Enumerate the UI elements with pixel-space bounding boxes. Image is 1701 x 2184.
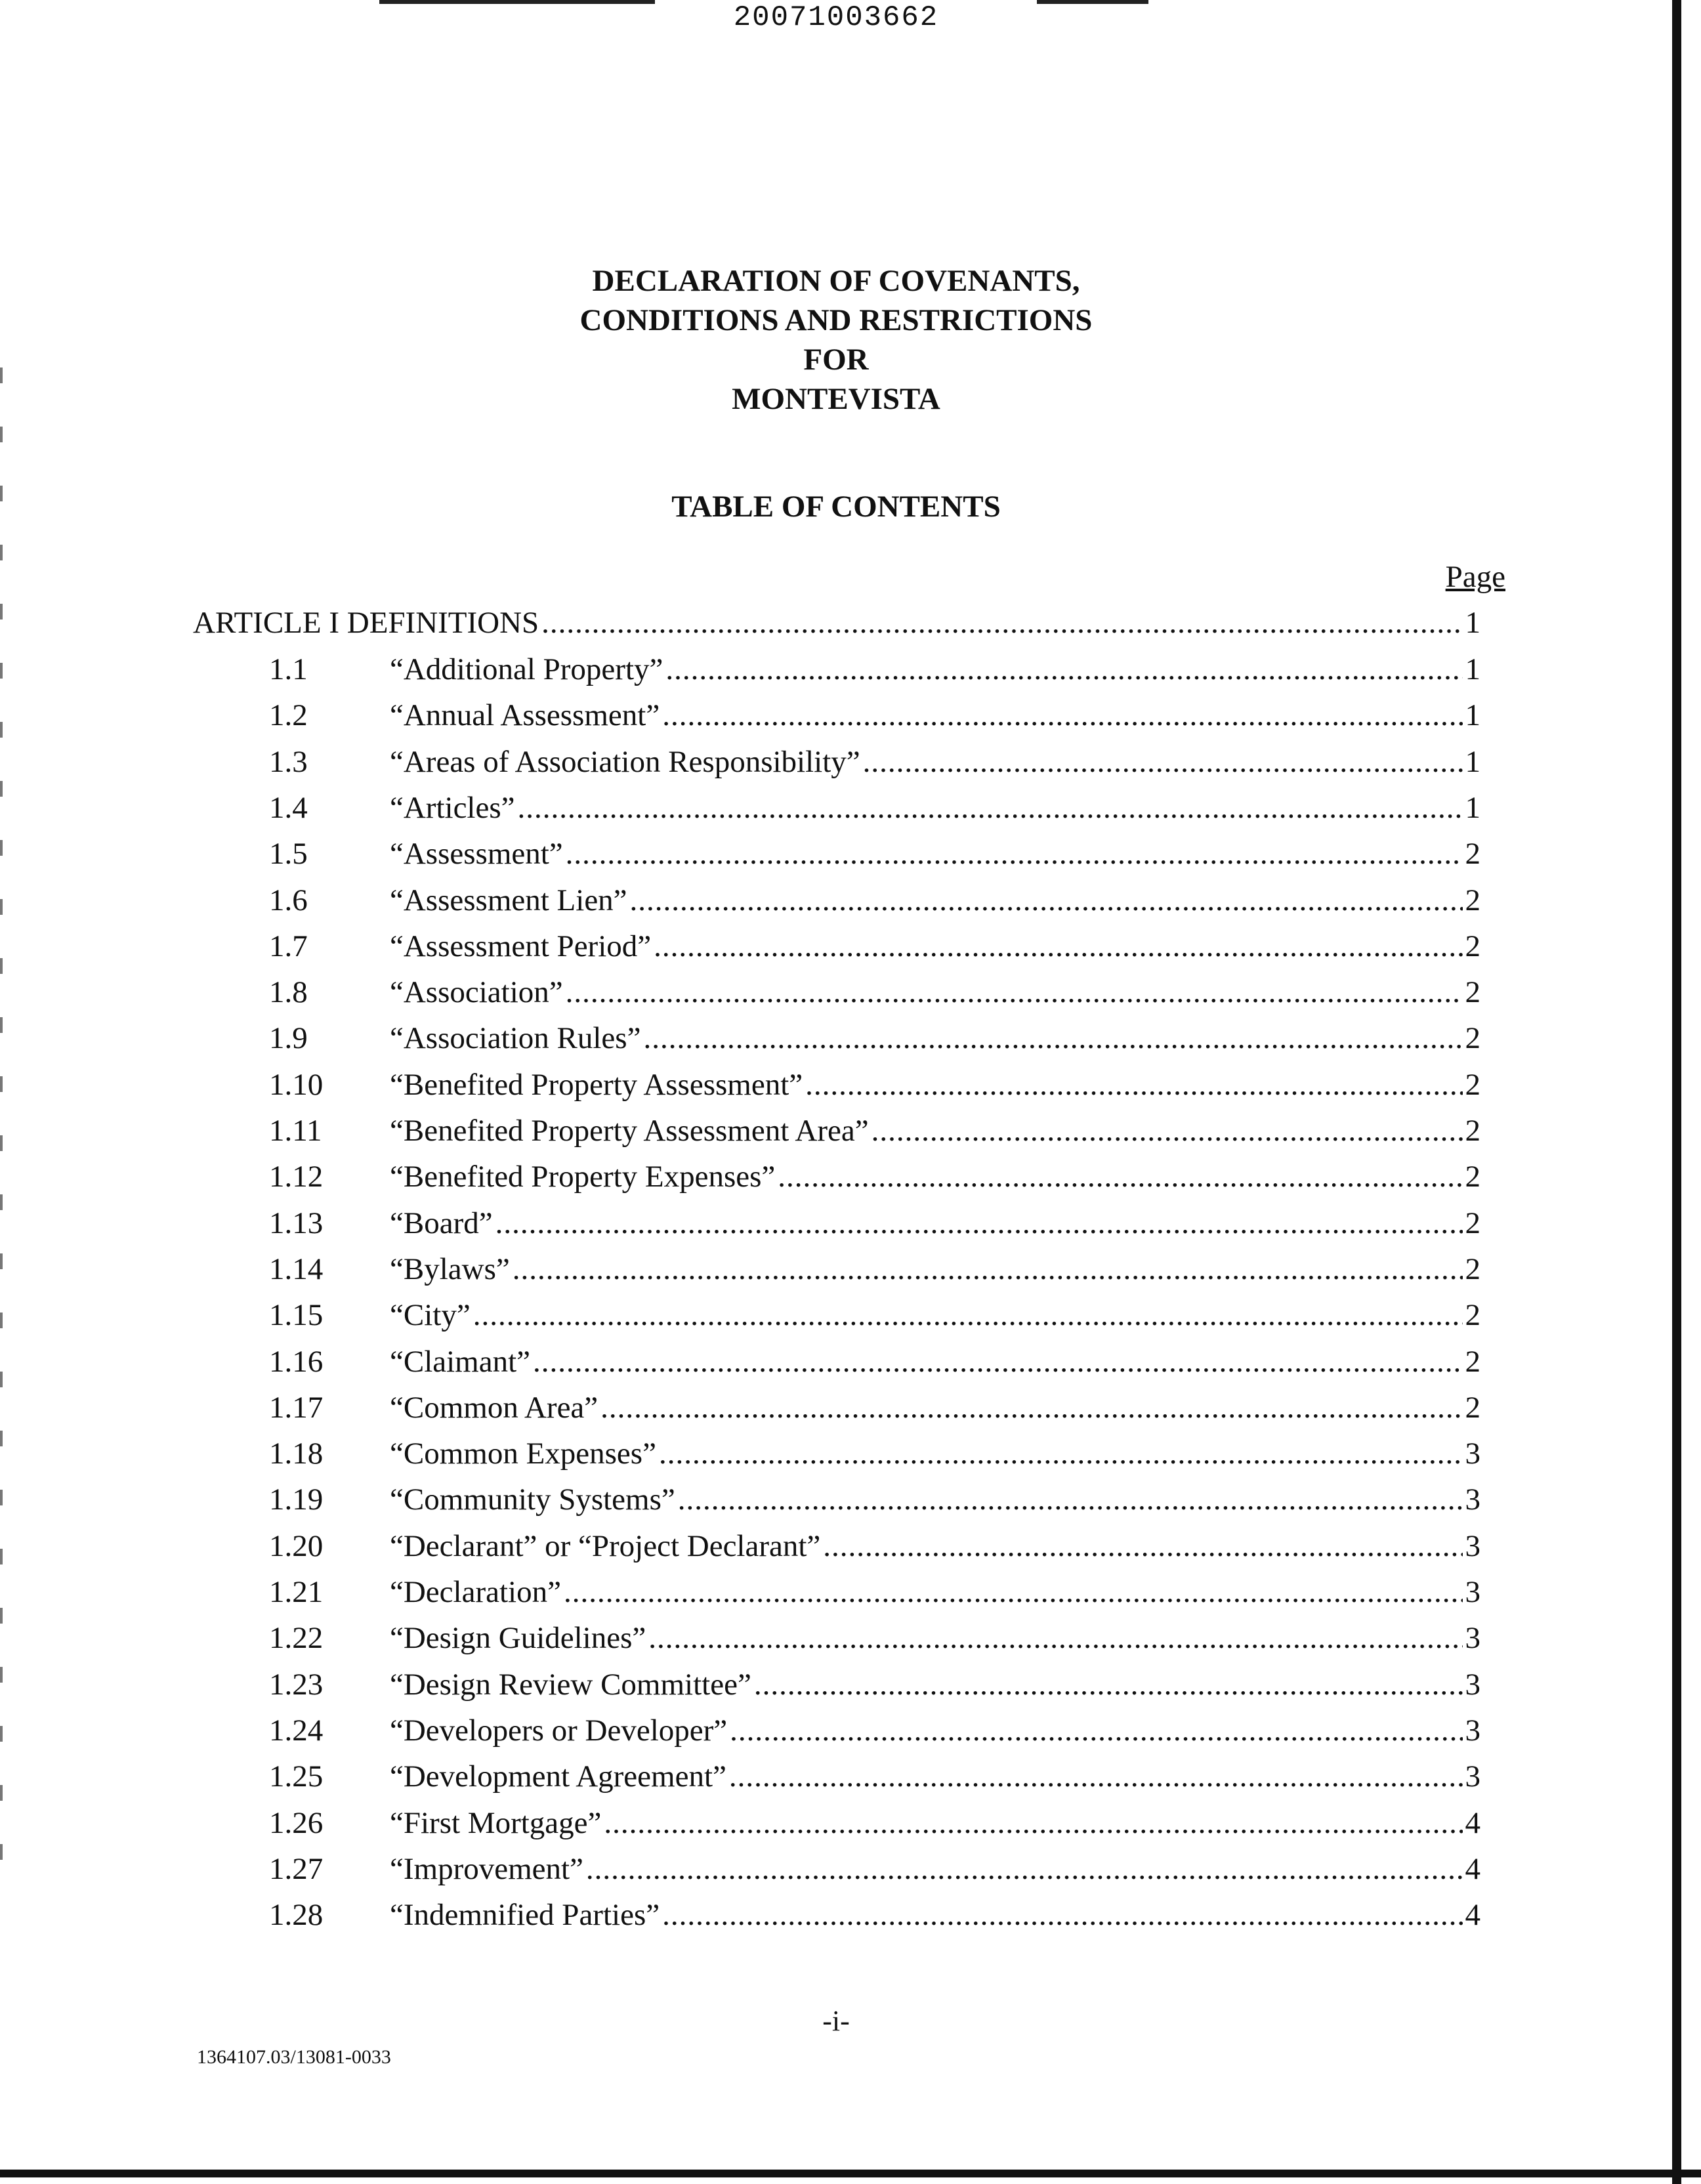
toc-section-number: 1.20 <box>269 1529 324 1563</box>
toc-article-entry <box>193 605 1480 643</box>
toc-entry-label: “Design Review Committee” <box>390 1668 751 1702</box>
toc-entry-label: “Developers or Developer” <box>390 1713 728 1748</box>
toc-entry-label: “Benefited Property Assessment” <box>390 1068 803 1102</box>
scan-right-border <box>1672 0 1681 2184</box>
toc-section-entry <box>269 652 1480 690</box>
toc-entry-label: “Association Rules” <box>390 1021 641 1055</box>
toc-section-entry <box>269 1344 1480 1382</box>
dot-leader <box>863 744 1463 780</box>
toc-entry-page: 1 <box>1465 791 1480 825</box>
toc-entry-label: “City” <box>390 1298 471 1332</box>
dot-leader <box>778 1159 1462 1194</box>
toc-entry-page: 2 <box>1465 1114 1480 1148</box>
toc-entry-label: “Community Systems” <box>390 1482 675 1517</box>
toc-entry-label: “Design Guidelines” <box>390 1621 646 1655</box>
toc-entry-page: 3 <box>1465 1759 1480 1794</box>
toc-section-entry <box>269 744 1480 782</box>
title-line: DECLARATION OF COVENANTS, <box>592 264 1080 298</box>
dot-leader <box>754 1667 1463 1702</box>
dot-leader <box>665 652 1462 687</box>
toc-section-entry <box>269 1805 1480 1843</box>
page-number: -i- <box>822 2005 850 2037</box>
dot-leader <box>600 1390 1462 1425</box>
toc-entry-page: 2 <box>1465 837 1480 871</box>
toc-entry-page: 3 <box>1465 1713 1480 1748</box>
document-id: 1364107.03/13081-0033 <box>197 2046 391 2068</box>
toc-entry-label: “Common Expenses” <box>390 1437 656 1471</box>
dot-leader <box>678 1482 1463 1517</box>
toc-entry-page: 2 <box>1465 1206 1480 1240</box>
toc-section-entry <box>269 1206 1480 1244</box>
toc-section-number: 1.17 <box>269 1391 324 1425</box>
document-title <box>0 261 1672 419</box>
toc-entry-label: “Improvement” <box>390 1852 583 1886</box>
dot-leader <box>604 1805 1462 1841</box>
dot-leader <box>533 1344 1462 1379</box>
toc-section-number: 1.11 <box>269 1114 322 1148</box>
toc-section-entry <box>269 1620 1480 1658</box>
toc-entry-page: 2 <box>1465 1021 1480 1055</box>
toc-section-entry <box>269 836 1480 874</box>
toc-entry-page: 3 <box>1465 1437 1480 1471</box>
toc-entry-page: 2 <box>1465 1252 1480 1286</box>
toc-section-number: 1.13 <box>269 1206 324 1240</box>
toc-heading: TABLE OF CONTENTS <box>671 490 1001 524</box>
toc-entry-page: 3 <box>1465 1529 1480 1563</box>
toc-section-number: 1.19 <box>269 1482 324 1517</box>
toc-section-number: 1.5 <box>269 837 308 871</box>
toc-section-entry <box>269 1159 1480 1197</box>
toc-section-entry <box>269 1020 1480 1059</box>
toc-entry-page: 2 <box>1465 929 1480 963</box>
dot-leader <box>473 1297 1463 1333</box>
toc-entry-label: “Bylaws” <box>390 1252 510 1286</box>
dot-leader <box>566 836 1463 872</box>
toc-section-number: 1.15 <box>269 1298 324 1332</box>
toc-entry-page: 2 <box>1465 1298 1480 1332</box>
toc-entry-page: 2 <box>1465 1160 1480 1194</box>
toc-entry-label: ARTICLE I DEFINITIONS <box>193 606 539 640</box>
toc-section-number: 1.26 <box>269 1806 324 1840</box>
toc-entry-page: 3 <box>1465 1575 1480 1609</box>
toc-entry-label: “Annual Assessment” <box>390 698 660 732</box>
toc-entry-page: 2 <box>1465 975 1480 1009</box>
dot-leader <box>805 1067 1462 1102</box>
toc-entry-page: 3 <box>1465 1621 1480 1655</box>
toc-entry-page: 4 <box>1465 1898 1480 1932</box>
toc-section-number: 1.16 <box>269 1345 324 1379</box>
dot-leader <box>729 1759 1463 1794</box>
toc-section-entry <box>269 1482 1480 1520</box>
dot-leader <box>823 1528 1462 1564</box>
toc-entry-label: “Benefited Property Assessment Area” <box>390 1114 869 1148</box>
dot-leader <box>648 1620 1462 1656</box>
toc-section-number: 1.12 <box>269 1160 324 1194</box>
toc-entry-label: “First Mortgage” <box>390 1806 602 1840</box>
toc-section-entry <box>269 1713 1480 1751</box>
toc-section-entry <box>269 883 1480 921</box>
title-line: MONTEVISTA <box>732 382 940 416</box>
toc-entry-label: “Indemnified Parties” <box>390 1898 660 1932</box>
dot-leader <box>564 1574 1463 1610</box>
toc-entry-page: 1 <box>1465 745 1480 779</box>
dot-leader <box>643 1020 1462 1056</box>
toc-entry-page: 1 <box>1465 698 1480 732</box>
dot-leader <box>654 929 1462 964</box>
toc-section-entry <box>269 1436 1480 1474</box>
dot-leader <box>730 1713 1462 1748</box>
toc-entry-page: 2 <box>1465 1068 1480 1102</box>
toc-section-number: 1.22 <box>269 1621 324 1655</box>
dot-leader <box>566 975 1463 1010</box>
dot-leader <box>662 1897 1462 1933</box>
toc-section-number: 1.4 <box>269 791 308 825</box>
dot-leader <box>630 883 1463 918</box>
dot-leader <box>513 1251 1463 1287</box>
toc-entry-label: “Assessment” <box>390 837 563 871</box>
toc-section-number: 1.6 <box>269 883 308 917</box>
toc-section-entry <box>269 929 1480 967</box>
title-line: FOR <box>803 343 869 377</box>
toc-entry-label: “Declaration” <box>390 1575 561 1609</box>
toc-entry-label: “Articles” <box>390 791 515 825</box>
toc-section-entry <box>269 1759 1480 1797</box>
scan-margin-marks <box>0 368 3 1877</box>
toc-section-number: 1.27 <box>269 1852 324 1886</box>
toc-section-number: 1.7 <box>269 929 308 963</box>
toc-entry-label: “Benefited Property Expenses” <box>390 1160 776 1194</box>
toc-section-number: 1.18 <box>269 1437 324 1471</box>
dot-leader <box>518 790 1463 826</box>
toc-entry-label: “Development Agreement” <box>390 1759 726 1794</box>
dot-leader <box>662 698 1462 733</box>
toc-section-number: 1.1 <box>269 652 308 686</box>
toc-section-entry <box>269 1113 1480 1151</box>
dot-leader <box>586 1851 1463 1887</box>
toc-entry-label: “Assessment Lien” <box>390 883 627 917</box>
toc-entry-label: “Association” <box>390 975 563 1009</box>
toc-entry-label: “Areas of Association Responsibility” <box>390 745 860 779</box>
page-column-label: Page <box>1445 560 1505 594</box>
toc-entry-page: 2 <box>1465 1345 1480 1379</box>
toc-section-entry <box>269 1067 1480 1105</box>
toc-entry-label: “Declarant” or “Project Declarant” <box>390 1529 821 1563</box>
toc-section-number: 1.2 <box>269 698 308 732</box>
toc-entry-label: “Board” <box>390 1206 493 1240</box>
toc-section-entry <box>269 1251 1480 1290</box>
toc-entry-label: “Assessment Period” <box>390 929 652 963</box>
toc-section-entry <box>269 975 1480 1013</box>
toc-entry-page: 2 <box>1465 883 1480 917</box>
title-line: CONDITIONS AND RESTRICTIONS <box>579 303 1093 337</box>
toc-section-entry <box>269 1297 1480 1335</box>
toc-section-entry <box>269 1528 1480 1566</box>
toc-entry-label: “Claimant” <box>390 1345 531 1379</box>
toc-section-entry <box>269 1897 1480 1935</box>
toc-entry-label: “Additional Property” <box>390 652 663 686</box>
toc-entry-page: 3 <box>1465 1482 1480 1517</box>
toc-section-number: 1.10 <box>269 1068 324 1102</box>
toc-section-number: 1.28 <box>269 1898 324 1932</box>
dot-leader <box>659 1436 1463 1471</box>
toc-section-entry <box>269 1574 1480 1612</box>
toc-entry-page: 3 <box>1465 1668 1480 1702</box>
toc-section-entry <box>269 790 1480 828</box>
toc-section-number: 1.8 <box>269 975 308 1009</box>
toc-section-number: 1.9 <box>269 1021 308 1055</box>
toc-section-number: 1.24 <box>269 1713 324 1748</box>
toc-entry-page: 2 <box>1465 1391 1480 1425</box>
dot-leader <box>541 605 1462 640</box>
toc-section-entry <box>269 698 1480 736</box>
toc-section-entry <box>269 1667 1480 1705</box>
scan-bottom-border <box>0 2170 1701 2177</box>
dot-leader <box>872 1113 1463 1148</box>
toc-section-number: 1.3 <box>269 745 308 779</box>
toc-section-number: 1.25 <box>269 1759 324 1794</box>
toc-section-entry <box>269 1390 1480 1428</box>
toc-entry-page: 4 <box>1465 1852 1480 1886</box>
toc-entry-page: 1 <box>1465 606 1480 640</box>
document-number: 20071003662 <box>733 1 939 34</box>
dot-leader <box>495 1206 1463 1241</box>
toc-section-entry <box>269 1851 1480 1889</box>
toc-section-number: 1.14 <box>269 1252 324 1286</box>
toc-entry-page: 4 <box>1465 1806 1480 1840</box>
toc-entry-label: “Common Area” <box>390 1391 598 1425</box>
toc-entry-page: 1 <box>1465 652 1480 686</box>
toc-section-number: 1.21 <box>269 1575 324 1609</box>
toc-section-number: 1.23 <box>269 1668 324 1702</box>
